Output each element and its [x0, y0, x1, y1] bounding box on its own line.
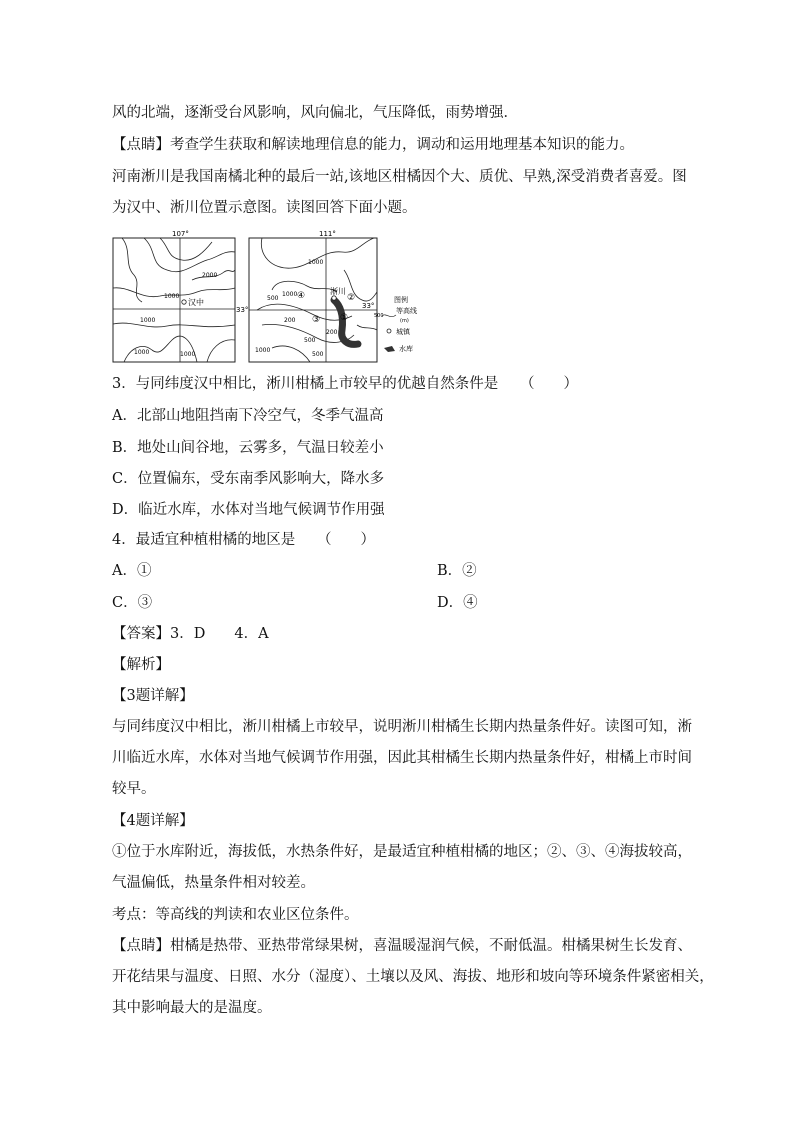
- q4-explanation-line-2: 气温偏低，热量条件相对较差。: [112, 875, 315, 891]
- q3-heading: 【3题详解】: [112, 688, 194, 704]
- right-contour-label-4: 200: [284, 317, 296, 324]
- region-2-label: ②: [347, 293, 356, 303]
- right-contour-label-1: 1000: [308, 259, 324, 266]
- right-contour-label-7: 500: [312, 351, 324, 358]
- left-latitude-label: 33°: [236, 306, 249, 314]
- right-contour-label-2: 1000: [282, 291, 298, 298]
- map-legend: [374, 295, 417, 353]
- answer-line: 【答案】3．D 4．A: [112, 626, 269, 642]
- xichuan-label: 淅川: [330, 287, 346, 296]
- right-contour-label-3: 500: [267, 295, 279, 302]
- intro-line-3: 河南淅川是我国南橘北种的最后一站,该地区柑橘因个大、质优、早熟,深受消费者喜爱。图: [112, 169, 687, 185]
- dianjing-line-1: 【点睛】柑橘是热带、亚热带常绿果树，喜温暖湿润气候，不耐低温。柑橘果树生长发育、: [112, 938, 692, 954]
- analysis-heading: 【解析】: [112, 657, 170, 673]
- legend-reservoir-label: 水库: [399, 345, 413, 353]
- left-contour-label-4: 1000: [134, 349, 150, 356]
- question-4-option-d: D．④: [437, 595, 478, 611]
- question-4-option-c: C．③: [112, 595, 153, 611]
- dianjing-line-2: 开花结果与温度、日照、水分（湿度）、土壤以及风、海拔、地形和坡向等环境条件紧密相关，: [112, 969, 714, 985]
- q3-explanation-line-2: 川临近水库，水体对当地气候调节作用强，因此其柑橘生长期内热量条件好，柑橘上市时间: [112, 750, 692, 766]
- dianjing-line-3: 其中影响最大的是温度。: [112, 1000, 272, 1016]
- question-3-stem: 3．与同纬度汉中相比，淅川柑橘上市较早的优越自然条件是 （ ）: [112, 376, 578, 392]
- region-3-label: ③: [312, 315, 321, 325]
- right-contour-label-5: 500: [304, 337, 316, 344]
- xichuan-map: [249, 230, 377, 362]
- hanzhong-map: [113, 230, 248, 362]
- left-longitude-label: 107°: [172, 230, 189, 238]
- question-3-option-b: B．地处山间谷地，云雾多，气温日较差小: [112, 440, 384, 456]
- legend-town-label: 城镇: [396, 328, 410, 336]
- intro-line-4: 为汉中、淅川位置示意图。读图回答下面小题。: [112, 200, 417, 216]
- question-4-option-b: B．②: [437, 563, 477, 579]
- q4-explanation-line-1: ①位于水库附近，海拔低，水热条件好，是最适宜种植柑橘的地区；②、③、④海拔较高，: [112, 844, 692, 860]
- left-contour-label-5: 1000: [180, 351, 196, 358]
- legend-contour-unit: (m): [400, 318, 409, 324]
- right-contour-label-6: 1000: [255, 347, 271, 354]
- question-4-stem: 4．最适宜种植柑橘的地区是 （ ）: [112, 532, 375, 548]
- question-4-option-a: A．①: [112, 563, 152, 579]
- town-symbol-icon: [387, 329, 391, 333]
- left-contour-label-3: 1000: [140, 317, 156, 324]
- region-4-label: ④: [297, 291, 306, 301]
- intro-line-1: 风的北端，逐渐受台风影响，风向偏北，气压降低，雨势增强．: [112, 105, 518, 121]
- kaodian-line: 考点：等高线的判读和农业区位条件。: [112, 907, 359, 923]
- legend-contour-label: 等高线: [396, 307, 417, 315]
- right-latitude-label: 33°: [362, 302, 375, 310]
- hanzhong-label: 汉中: [188, 298, 204, 307]
- region-1-label: ①: [340, 313, 349, 323]
- left-contour-label-2: 1000: [164, 293, 180, 300]
- question-3-option-d: D．临近水库，水体对当地气候调节作用强: [112, 502, 385, 518]
- q3-explanation-line-1: 与同纬度汉中相比，淅川柑橘上市较早，说明淅川柑橘生长期内热量条件好。读图可知，淅: [112, 719, 692, 735]
- left-contour-label-1: 2000: [202, 272, 218, 279]
- intro-line-2: 【点睛】考查学生获取和解读地理信息的能力，调动和运用地理基本知识的能力。: [112, 137, 634, 153]
- question-3-option-c: C．位置偏东，受东南季风影响大，降水多: [112, 471, 385, 487]
- right-contour-label-8: 200: [326, 329, 338, 336]
- legend-title: 图例: [394, 296, 408, 304]
- q4-heading: 【4题详解】: [112, 813, 194, 829]
- right-longitude-label: 111°: [319, 230, 336, 238]
- legend-contour-value: 500: [374, 313, 384, 319]
- reservoir-symbol-icon: [384, 346, 395, 352]
- q3-explanation-line-3: 较早。: [112, 781, 156, 797]
- question-3-option-a: A．北部山地阻挡南下冷空气，冬季气温高: [112, 408, 384, 424]
- location-map-figure: [112, 230, 422, 365]
